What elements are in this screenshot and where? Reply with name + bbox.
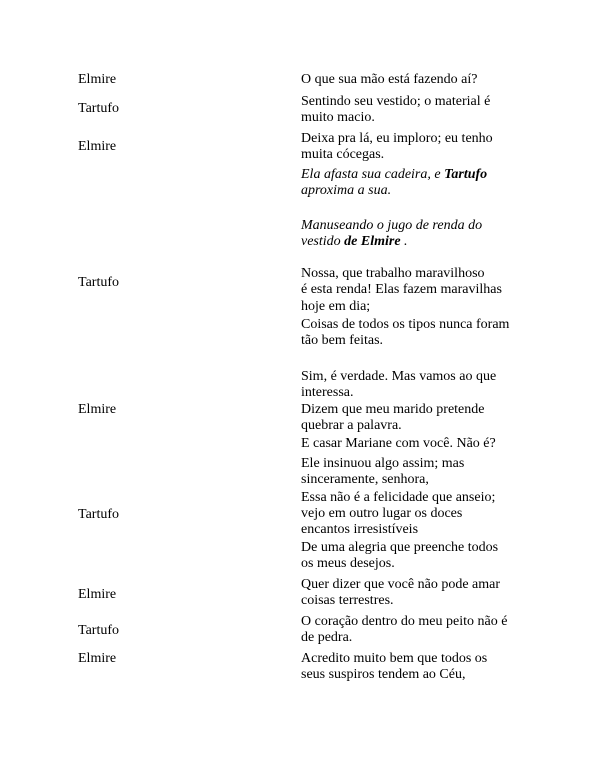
stage-direction-text: .	[404, 234, 408, 249]
dialogue-line: hoje em dia;	[301, 299, 371, 314]
dialogue-line: O que sua mão está fazendo aí?	[301, 72, 478, 87]
dialogue-line: interessa.	[301, 385, 354, 400]
stage-direction-text: Ela afasta sua cadeira, e	[301, 167, 441, 182]
stage-direction: aproxima a sua.	[301, 183, 392, 198]
dialogue-line: Ele insinuou algo assim; mas	[301, 456, 465, 471]
dialogue-line: Essa não é a felicidade que anseio;	[301, 490, 496, 505]
dialogue-line: Sentindo seu vestido; o material é	[301, 94, 491, 109]
dialogue-line: Coisas de todos os tipos nunca foram	[301, 317, 510, 332]
dialogue-line: tão bem feitas.	[301, 333, 384, 348]
dialogue-line: Sim, é verdade. Mas vamos ao que	[301, 369, 497, 384]
dialogue-line: Nossa, que trabalho maravilhoso	[301, 266, 485, 281]
dialogue-line: muito macio.	[301, 110, 375, 125]
speaker-name: Tartufo	[78, 275, 120, 290]
speaker-name: Elmire	[78, 402, 117, 417]
dialogue-line: encantos irresistíveis	[301, 522, 419, 537]
dialogue-line: sinceramente, senhora,	[301, 472, 429, 487]
stage-direction	[301, 167, 487, 183]
dialogue-line: Quer dizer que você não pode amar	[301, 577, 501, 592]
speaker-name: Elmire	[78, 139, 117, 154]
dialogue-line: vejo em outro lugar os doces	[301, 506, 463, 521]
speaker-name: Elmire	[78, 72, 117, 87]
dialogue-line: muita cócegas.	[301, 147, 385, 162]
dialogue-line: O coração dentro do meu peito não é	[301, 614, 508, 629]
dialogue-line: coisas terrestres.	[301, 593, 394, 608]
speaker-name: Tartufo	[78, 507, 120, 522]
character-name: Tartufo	[444, 167, 488, 182]
dialogue-line: De uma alegria que preenche todos	[301, 540, 499, 555]
stage-direction: Manuseando o jugo de renda do	[301, 218, 483, 233]
stage-direction-text: vestido	[301, 234, 341, 249]
dialogue-line: seus suspiros tendem ao Céu,	[301, 667, 466, 682]
dialogue-line: quebrar a palavra.	[301, 418, 402, 433]
speaker-name: Tartufo	[78, 623, 120, 638]
speaker-name: Elmire	[78, 651, 117, 666]
character-name: de Elmire	[344, 234, 401, 249]
dialogue-line: os meus desejos.	[301, 556, 395, 571]
dialogue-line: de pedra.	[301, 630, 353, 645]
dialogue-line: Dizem que meu marido pretende	[301, 402, 485, 417]
dialogue-line: Acredito muito bem que todos os	[301, 651, 488, 666]
dialogue-line: E casar Mariane com você. Não é?	[301, 436, 496, 451]
dialogue-line: é esta renda! Elas fazem maravilhas	[301, 282, 502, 297]
stage-direction	[301, 234, 408, 250]
dialogue-line: Deixa pra lá, eu imploro; eu tenho	[301, 131, 493, 146]
speaker-name: Elmire	[78, 587, 117, 602]
speaker-name: Tartufo	[78, 101, 120, 116]
